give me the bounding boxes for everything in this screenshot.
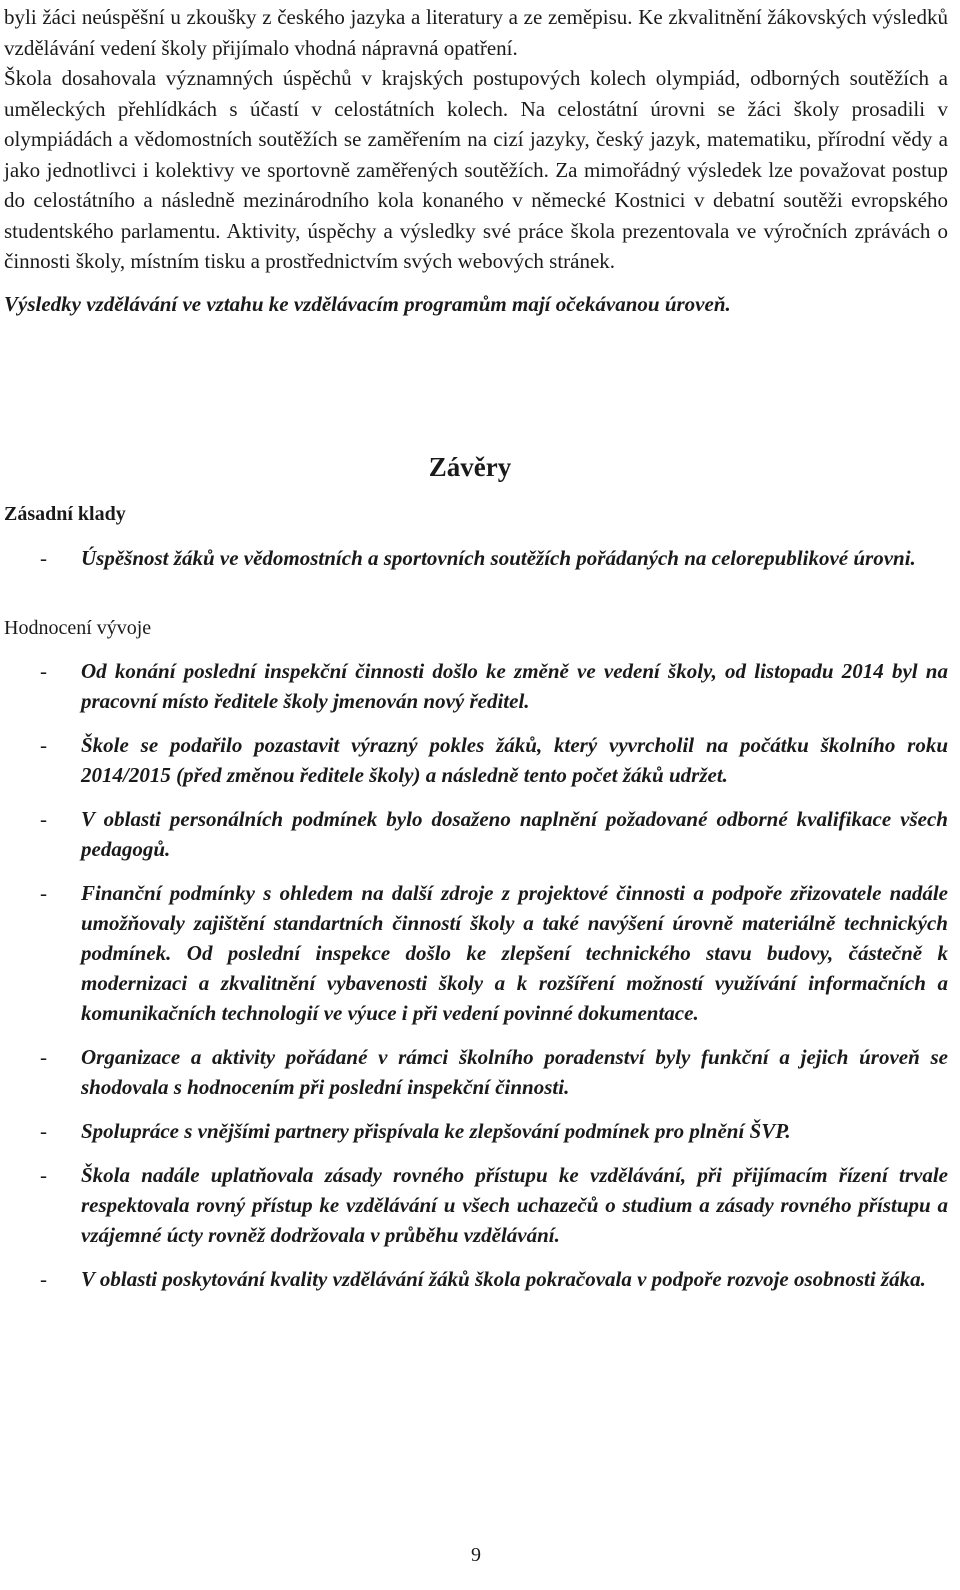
list-item-text: V oblasti poskytování kvality vzdělávání žáků škola pokračovala v podpoře rozvoje osobnosti žáka.	[81, 1267, 926, 1291]
bullet-dash: -	[40, 1163, 47, 1187]
paragraph-achievements: Škola dosahovala významných úspěchů v krajských postupových kolech olympiád, odborných soutěžích a uměleckých přehlídkách s účastí v celostátních kolech. Na celostátní úrovni se žáci školy prosadili v olympiádách a vědomostních soutěžích se zaměřením na cizí jazyky, český jazyk, matematiku, přírodní vědy a jako jednotlivci i kolektivy ve sportovně zaměřených soutěžích. Za mimořádný výsledek lze považovat postup do celostátního a následně mezinárodního kola konaného v německé Kostnici v debatní soutěži evropského studentského parlamentu. Aktivity, úspěchy a výsledky své práce škola prezentovala ve výročních zprávách o činnosti školy, místním tisku a prostřednictvím svých webových stránek.	[4, 66, 948, 273]
list-item-text: Organizace a aktivity pořádané v rámci školního poradenství byly funkční a jejich úroveň se shodovala s hodnocením při poslední inspekční činnosti.	[81, 1045, 948, 1099]
list-item-text: Škola nadále uplatňovala zásady rovného přístupu ke vzdělávání, při přijímacím řízení trvale respektovala rovný přístup ke vzdělávání u všech uchazečů o studium a zásady rovného přístupu a vzájemné úcty rovněž dodržovala v průběhu vzdělávání.	[81, 1163, 948, 1247]
list-zasadni-klady	[4, 543, 948, 573]
list-item	[4, 804, 948, 864]
heading-hodnoceni-vyvoje: Hodnocení vývoje	[4, 617, 152, 639]
section-title: Závěry	[428, 452, 512, 482]
list-item-text: Spolupráce s vnějšími partnery přispívala ke zlepšování podmínek pro plnění ŠVP.	[81, 1119, 791, 1143]
bullet-dash: -	[40, 807, 47, 831]
bullet-dash: -	[40, 1045, 47, 1069]
list-item	[4, 1160, 948, 1250]
list-item	[4, 1264, 948, 1294]
list-item	[4, 878, 948, 1028]
list-item-text: V oblasti personálních podmínek bylo dosaženo naplnění požadované odborné kvalifikace všech pedagogů.	[81, 807, 948, 861]
list-item	[4, 543, 948, 573]
list-item-text: Úspěšnost žáků ve vědomostních a sportovních soutěžích pořádaných na celorepublikové úrovni.	[81, 546, 916, 570]
list-item	[4, 656, 948, 716]
heading-zasadni-klady: Zásadní klady	[4, 503, 126, 525]
list-item-text: Škole se podařilo pozastavit výrazný pokles žáků, který vyvrcholil na počátku školního roku 2014/2015 (před změnou ředitele školy) a následně tento počet žáků udržet.	[81, 733, 948, 787]
list-item-text: Finanční podmínky s ohledem na další zdroje z projektové činnosti a podpoře zřizovatele nadále umožňovaly zajištění standartních činností školy a také navýšení úrovně materiálně technických podmínek. Od poslední inspekce došlo ke zlepšení technického stavu budovy, částečně k modernizaci a zkvalitnění vybavenosti školy a k rozšíření možností využívání informačních a komunikačních technologií ve výuce i při vedení povinné dokumentace.	[81, 881, 948, 1025]
bullet-dash: -	[40, 546, 47, 570]
bullet-dash: -	[40, 733, 47, 757]
bullet-dash: -	[40, 881, 47, 905]
bullet-dash: -	[40, 1267, 47, 1291]
bullet-dash: -	[40, 659, 47, 683]
page-number: 9	[471, 1544, 481, 1566]
list-item	[4, 730, 948, 790]
list-item	[4, 1116, 948, 1146]
paragraph-intro: byli žáci neúspěšní u zkoušky z českého jazyka a literatury a ze zeměpisu. Ke zkvalitnění žákovských výsledků vzdělávání vedení školy přijímalo vhodná nápravná opatření.	[4, 5, 948, 60]
document-page	[4, 0, 948, 1566]
list-item-text: Od konání poslední inspekční činnosti došlo ke změně ve vedení školy, od listopadu 2014 byl na pracovní místo ředitele školy jmenován nový ředitel.	[81, 659, 948, 713]
results-conclusion: Výsledky vzdělávání ve vztahu ke vzdělávacím programům mají očekávanou úroveň.	[4, 291, 731, 316]
list-hodnoceni-vyvoje	[4, 656, 948, 1308]
bullet-dash: -	[40, 1119, 47, 1143]
list-item	[4, 1042, 948, 1102]
